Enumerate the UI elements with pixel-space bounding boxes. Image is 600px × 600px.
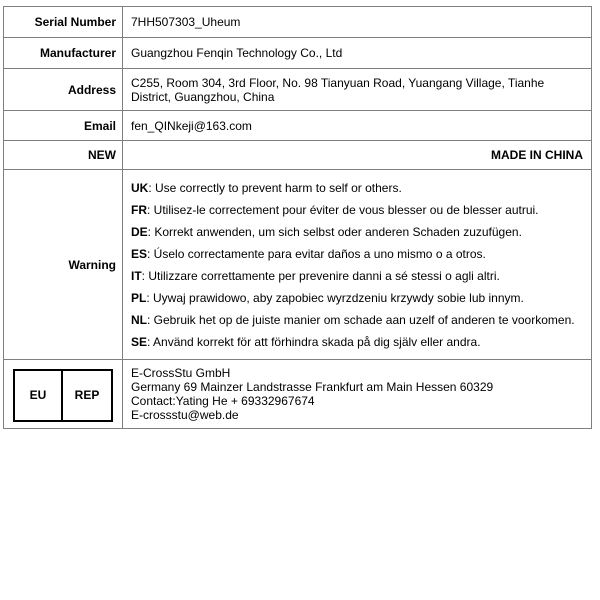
email-value: fen_QINkeji@163.com bbox=[123, 111, 592, 141]
eu-rep-email: E-crossstu@web.de bbox=[131, 408, 239, 422]
warning-text: : Korrekt anwenden, um sich selbst oder anderen Schaden zuzufügen. bbox=[147, 224, 522, 239]
email-row bbox=[4, 111, 592, 141]
eu-rep-contact: Contact:Yating He + 69332967674 bbox=[131, 394, 315, 408]
warning-line-it bbox=[131, 269, 583, 283]
warning-code: UK bbox=[131, 180, 149, 195]
eu-rep-symbol-rep: REP bbox=[74, 388, 100, 402]
new-row bbox=[4, 141, 592, 170]
warning-row bbox=[4, 170, 592, 360]
email-label: Email bbox=[4, 111, 123, 141]
warning-line-uk bbox=[131, 181, 583, 195]
warning-code: NL bbox=[131, 312, 147, 327]
eu-rep-row bbox=[4, 360, 592, 429]
serial-number-value: 7HH507303_Uheum bbox=[123, 7, 592, 38]
address-value: C255, Room 304, 3rd Floor, No. 98 Tianyuan Road, Yuangang Village, Tianhe District, Guangzhou, China bbox=[123, 69, 592, 111]
warning-code: IT bbox=[131, 268, 142, 283]
warning-text: : Utilizzare correttamente per prevenire danni a sé stessi o agli altri. bbox=[141, 268, 500, 283]
eu-rep-details bbox=[123, 360, 592, 429]
product-label-table bbox=[3, 6, 592, 429]
warning-code: SE bbox=[131, 334, 148, 349]
warning-text: : Úselo correctamente para evitar daños a uno mismo o a otros. bbox=[147, 246, 486, 261]
serial-number-row bbox=[4, 7, 592, 38]
manufacturer-row bbox=[4, 38, 592, 69]
warning-text: : Gebruik het op de juiste manier om schade aan uzelf of anderen te voorkomen. bbox=[147, 312, 575, 327]
new-label: NEW bbox=[4, 141, 123, 170]
warning-line-fr bbox=[131, 203, 583, 217]
manufacturer-value: Guangzhou Fenqin Technology Co., Ltd bbox=[123, 38, 592, 69]
eu-rep-company: E-CrossStu GmbH bbox=[131, 366, 231, 380]
warning-text: : Uywaj prawidowo, aby zapobiec wyrzdzeniu krzywdy sobie lub innym. bbox=[146, 290, 524, 305]
eu-rep-symbol-cell bbox=[4, 360, 123, 429]
serial-number-label: Serial Number bbox=[4, 7, 123, 38]
eu-rep-symbol bbox=[13, 369, 113, 422]
warning-line-pl bbox=[131, 291, 583, 305]
address-row bbox=[4, 69, 592, 111]
warning-label: Warning bbox=[4, 170, 123, 360]
warning-code: ES bbox=[131, 246, 148, 261]
eu-rep-address: Germany 69 Mainzer Landstrasse Frankfurt am Main Hessen 60329 bbox=[131, 380, 494, 394]
warning-line-de bbox=[131, 225, 583, 239]
made-in-china-label: MADE IN CHINA bbox=[123, 141, 592, 170]
warning-code: PL bbox=[131, 290, 147, 305]
warning-code: DE bbox=[131, 224, 148, 239]
eu-rep-symbol-eu: EU bbox=[15, 371, 63, 420]
address-label: Address bbox=[4, 69, 123, 111]
warning-text-block bbox=[123, 170, 592, 360]
warning-line-se bbox=[131, 335, 583, 349]
warning-code: FR bbox=[131, 202, 147, 217]
warning-text: : Use correctly to prevent harm to self or others. bbox=[148, 180, 402, 195]
warning-line-nl bbox=[131, 313, 583, 327]
warning-text: : Använd korrekt för att förhindra skada på dig själv eller andra. bbox=[147, 334, 481, 349]
warning-text: : Utilisez-le correctement pour éviter de vous blesser ou de blesser autrui. bbox=[147, 202, 539, 217]
manufacturer-label: Manufacturer bbox=[4, 38, 123, 69]
warning-line-es bbox=[131, 247, 583, 261]
